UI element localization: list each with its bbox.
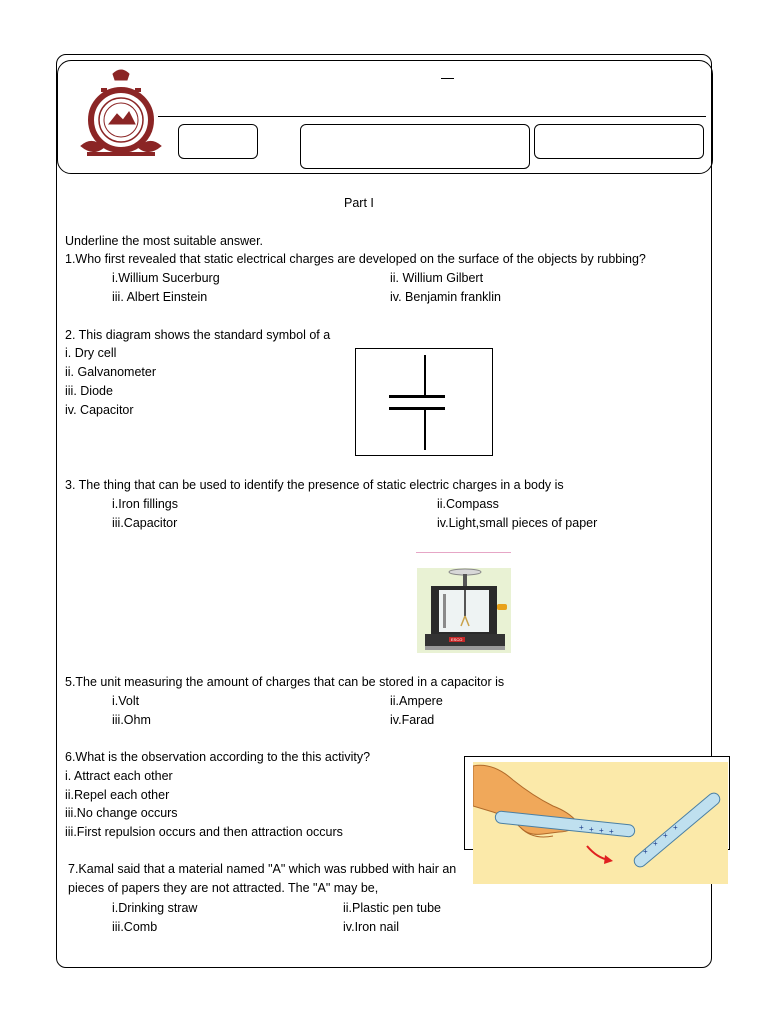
question-2: 2. This diagram shows the standard symbol of a bbox=[65, 328, 331, 342]
q5-option-1: i.Volt bbox=[112, 694, 140, 708]
capacitor-symbol-diagram bbox=[355, 348, 493, 456]
q7-option-1: i.Drinking straw bbox=[112, 901, 198, 915]
svg-text:+: + bbox=[653, 839, 658, 848]
question-6: 6.What is the observation according to the this activity? bbox=[65, 750, 371, 764]
university-crest-logo bbox=[73, 66, 169, 162]
q2-option-3: iii. Diode bbox=[65, 384, 113, 398]
svg-text:+: + bbox=[663, 831, 668, 840]
image-top-rule bbox=[416, 552, 511, 553]
question-7-line-2: pieces of papers they are not attracted. The "A" may be, bbox=[68, 881, 379, 895]
q6-option-3: iii.No change occurs bbox=[65, 806, 178, 820]
q1-option-4: iv. Benjamin franklin bbox=[390, 290, 501, 304]
svg-text:+: + bbox=[643, 847, 648, 856]
q3-option-1: i.Iron fillings bbox=[112, 497, 178, 511]
q6-option-2: ii.Repel each other bbox=[65, 788, 170, 802]
header-field-box-3 bbox=[534, 124, 704, 159]
charged-rods-illustration bbox=[473, 762, 728, 884]
header-field-box-1 bbox=[178, 124, 258, 159]
electroscope-illustration bbox=[417, 568, 511, 653]
q2-option-2: ii. Galvanometer bbox=[65, 365, 157, 379]
svg-text:+: + bbox=[609, 827, 614, 836]
svg-text:+: + bbox=[589, 825, 594, 834]
part-title: Part I bbox=[344, 196, 374, 210]
q2-option-1: i. Dry cell bbox=[65, 346, 117, 360]
q1-option-2: ii. Willium Gilbert bbox=[390, 271, 484, 285]
question-1: 1.Who first revealed that static electrical charges are developed on the surface of the objects by rubbing? bbox=[65, 252, 646, 266]
svg-text:+: + bbox=[673, 823, 678, 832]
capacitor-plate-top bbox=[389, 395, 445, 398]
header-divider bbox=[158, 116, 706, 117]
capacitor-lead-top bbox=[424, 355, 426, 395]
svg-text:+: + bbox=[579, 823, 584, 832]
header-dash bbox=[441, 78, 454, 79]
charged-rods-activity-image bbox=[473, 762, 728, 884]
question-3: 3. The thing that can be used to identify the presence of static electric charges in a body is bbox=[65, 478, 564, 492]
q6-option-1: i. Attract each other bbox=[65, 769, 173, 783]
header-field-box-2 bbox=[300, 124, 530, 169]
q7-option-3: iii.Comb bbox=[112, 920, 158, 934]
q3-option-4: iv.Light,small pieces of paper bbox=[437, 516, 598, 530]
question-7-line-1: 7.Kamal said that a material named "A" which was rubbed with hair an bbox=[68, 862, 457, 876]
q1-option-1: i.Willium Sucerburg bbox=[112, 271, 220, 285]
q5-option-3: iii.Ohm bbox=[112, 713, 151, 727]
q7-option-2: ii.Plastic pen tube bbox=[343, 901, 441, 915]
svg-text:+: + bbox=[599, 826, 604, 835]
q1-option-3: iii. Albert Einstein bbox=[112, 290, 208, 304]
apparatus-brand-label: ESCO bbox=[451, 637, 463, 642]
q6-option-4: iii.First repulsion occurs and then attraction occurs bbox=[65, 825, 343, 839]
q3-option-2: ii.Compass bbox=[437, 497, 499, 511]
q5-option-2: ii.Ampere bbox=[390, 694, 443, 708]
question-5: 5.The unit measuring the amount of charges that can be stored in a capacitor is bbox=[65, 675, 505, 689]
q2-option-4: iv. Capacitor bbox=[65, 403, 134, 417]
q3-option-3: iii.Capacitor bbox=[112, 516, 178, 530]
instruction-text: Underline the most suitable answer. bbox=[65, 234, 264, 248]
q7-option-4: iv.Iron nail bbox=[343, 920, 400, 934]
capacitor-plate-bottom bbox=[389, 407, 445, 410]
electroscope-image bbox=[417, 568, 511, 653]
capacitor-lead-bottom bbox=[424, 410, 426, 450]
q5-option-4: iv.Farad bbox=[390, 713, 435, 727]
